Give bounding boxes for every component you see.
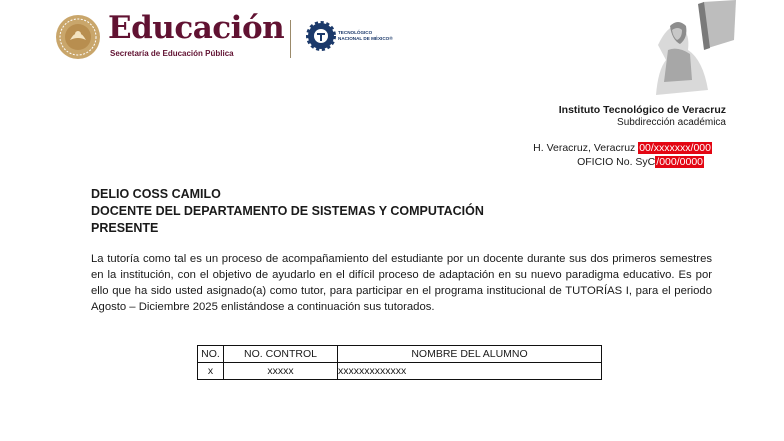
place-date-line xyxy=(533,142,712,154)
place-date-label: H. Veracruz, Veracruz xyxy=(533,142,636,154)
cell-student-name: xxxxxxxxxxxxx xyxy=(338,363,602,380)
date-redacted-value: 00/xxxxxxx/000 xyxy=(639,142,711,154)
institute-name: Instituto Tecnológico de Veracruz xyxy=(558,104,726,116)
cell-control-number: xxxxx xyxy=(224,363,338,380)
sep-title: Educación xyxy=(108,10,285,46)
tecnm-line2: NACIONAL DE MÉXICO® xyxy=(338,36,393,41)
cell-no: x xyxy=(198,363,224,380)
header-no: NO. xyxy=(198,346,224,363)
tecnm-gear-logo xyxy=(306,20,336,52)
header-control-number: NO. CONTROL xyxy=(224,346,338,363)
tutees-table xyxy=(197,345,602,380)
heroine-flag-illustration xyxy=(648,0,738,100)
oficio-label: OFICIO No. SyC xyxy=(577,156,656,168)
oficio-line xyxy=(577,156,704,168)
header-divider xyxy=(290,20,291,58)
recipient-greeting: PRESENTE xyxy=(91,221,159,235)
header-student-name: NOMBRE DEL ALUMNO xyxy=(338,346,602,363)
sep-subtitle: Secretaría de Educación Pública xyxy=(110,49,234,58)
table-header-row xyxy=(198,346,602,363)
tecnm-line1: TECNOLÓGICO xyxy=(338,30,373,35)
recipient-block xyxy=(91,186,484,237)
sep-seal-logo xyxy=(55,14,101,60)
recipient-name: DELIO COSS CAMILO xyxy=(91,187,221,201)
table-row xyxy=(198,363,602,380)
department-name: Subdirección académica xyxy=(617,117,726,128)
recipient-position: DOCENTE DEL DEPARTAMENTO DE SISTEMAS Y COMPUTACIÓN xyxy=(91,204,484,218)
body-paragraph: La tutoría como tal es un proceso de acompañamiento del estudiante por un docente durante sus dos primeros semestres en la institución, con el objetivo de ayudarlo en el difícil proceso de adaptación en su nuevo paradigma educativo. Es por ello que ha sido usted asignado(a) como tutor, para participar en el programa institucional de TUTORÍAS I, para el periodo Agosto – Diciembre 2025 enlistándose a continuación sus tutorados. xyxy=(91,253,712,313)
oficio-redacted-value: /000/0000 xyxy=(656,156,703,168)
tecnm-text xyxy=(338,30,393,42)
